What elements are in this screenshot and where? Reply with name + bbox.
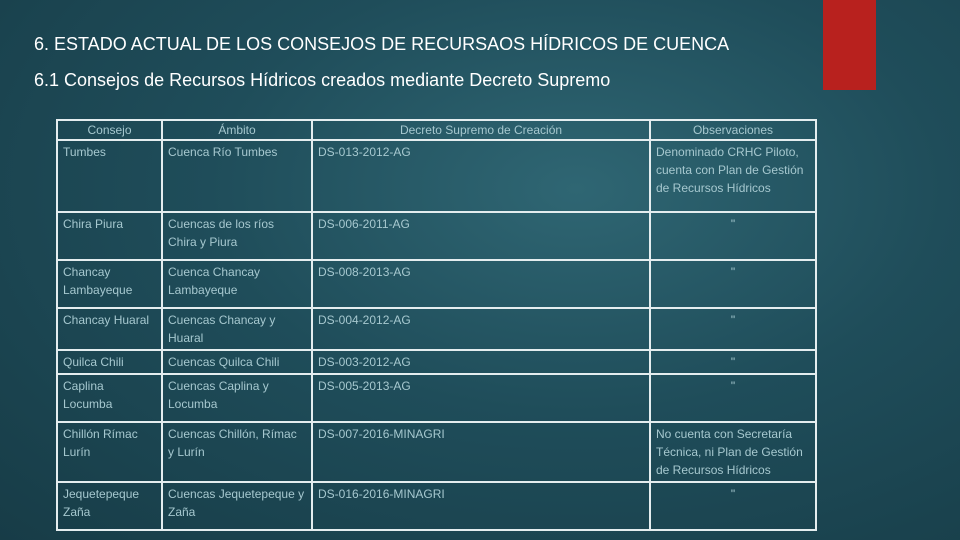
table-row	[57, 140, 816, 212]
cell-decreto: DS-013-2012-AG	[312, 140, 650, 212]
cell-consejo: Chancay Huaral	[57, 308, 162, 350]
cell-ambito: Cuencas de los ríos Chira y Piura	[162, 212, 312, 260]
table-row	[57, 260, 816, 308]
cell-consejo: Caplina Locumba	[57, 374, 162, 422]
cell-consejo: Chancay Lambayeque	[57, 260, 162, 308]
table-row	[57, 308, 816, 350]
cell-decreto: DS-006-2011-AG	[312, 212, 650, 260]
cell-ambito: Cuenca Chancay Lambayeque	[162, 260, 312, 308]
table-row	[57, 350, 816, 374]
cell-decreto: DS-004-2012-AG	[312, 308, 650, 350]
header-consejo: Consejo	[57, 120, 162, 140]
cell-decreto: DS-016-2016-MINAGRI	[312, 482, 650, 530]
cell-decreto: DS-003-2012-AG	[312, 350, 650, 374]
table-header-row	[57, 120, 816, 140]
cell-observaciones: "	[650, 260, 816, 308]
cell-observaciones: No cuenta con Secretaría Técnica, ni Plan de Gestión de Recursos Hídricos	[650, 422, 816, 482]
table-row	[57, 212, 816, 260]
header-observaciones: Observaciones	[650, 120, 816, 140]
cell-ambito: Cuencas Quilca Chili	[162, 350, 312, 374]
cell-consejo: Chillón Rímac Lurín	[57, 422, 162, 482]
cell-ambito: Cuencas Chillón, Rímac y Lurín	[162, 422, 312, 482]
cell-decreto: DS-007-2016-MINAGRI	[312, 422, 650, 482]
cell-consejo: Chira Piura	[57, 212, 162, 260]
cell-observaciones: "	[650, 350, 816, 374]
table-row	[57, 422, 816, 482]
table-row	[57, 374, 816, 422]
consejos-table	[56, 119, 817, 531]
red-accent-bar	[823, 0, 876, 90]
cell-observaciones: Denominado CRHC Piloto, cuenta con Plan de Gestión de Recursos Hídricos	[650, 140, 816, 212]
header-decreto: Decreto Supremo de Creación	[312, 120, 650, 140]
page-subtitle: 6.1 Consejos de Recursos Hídricos creados mediante Decreto Supremo	[34, 70, 611, 90]
cell-consejo: Jequetepeque Zaña	[57, 482, 162, 530]
cell-ambito: Cuencas Chancay y Huaral	[162, 308, 312, 350]
cell-observaciones: "	[650, 308, 816, 350]
header-ambito: Ámbito	[162, 120, 312, 140]
page-title: 6. ESTADO ACTUAL DE LOS CONSEJOS DE RECURSAOS HÍDRICOS DE CUENCA	[34, 34, 730, 54]
cell-ambito: Cuenca Río Tumbes	[162, 140, 312, 212]
cell-observaciones: "	[650, 482, 816, 530]
cell-ambito: Cuencas Caplina y Locumba	[162, 374, 312, 422]
cell-ambito: Cuencas Jequetepeque y Zaña	[162, 482, 312, 530]
cell-decreto: DS-005-2013-AG	[312, 374, 650, 422]
cell-observaciones: "	[650, 212, 816, 260]
cell-decreto: DS-008-2013-AG	[312, 260, 650, 308]
cell-consejo: Quilca Chili	[57, 350, 162, 374]
cell-observaciones: "	[650, 374, 816, 422]
cell-consejo: Tumbes	[57, 140, 162, 212]
table-row	[57, 482, 816, 530]
